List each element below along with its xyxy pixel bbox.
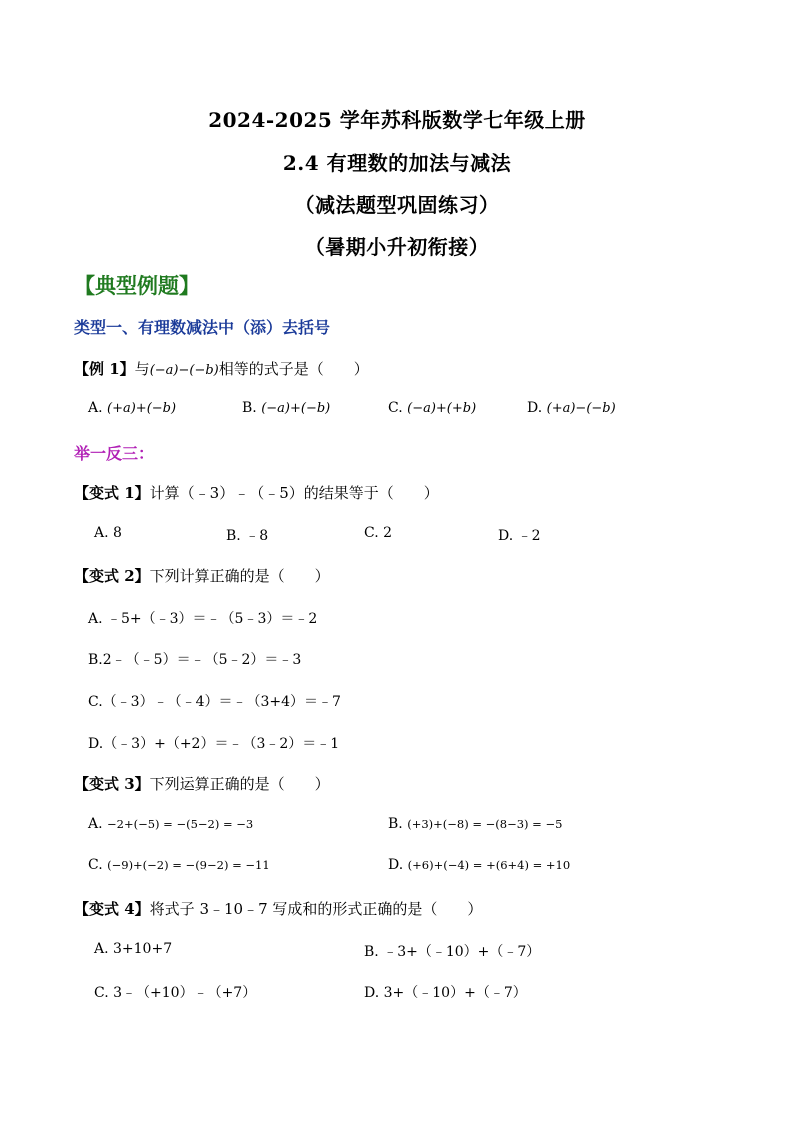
variant-2-option-a: A. ﹣5+（﹣3）＝﹣（5﹣3）＝﹣2 bbox=[88, 611, 318, 627]
variant-3-option-a: A. −2+(−5) = −(5−2) = −3 bbox=[88, 816, 254, 832]
variant-2-question: 【变式 2】下列计算正确的是（ ） bbox=[74, 567, 330, 585]
variant-4-option-c: C. 3﹣（+10）﹣（+7） bbox=[94, 985, 257, 1001]
variant-1-option-c: C. 2 bbox=[364, 525, 393, 541]
practice-heading: 举一反三： bbox=[74, 444, 155, 463]
doc-title-line1: 2024-2025 学年苏科版数学七年级上册 bbox=[208, 108, 586, 132]
example-1-option-a: A. (+a)+(−b) bbox=[88, 400, 177, 416]
type-heading-1: 类型一、有理数减法中（添）去括号 bbox=[74, 318, 331, 337]
section-heading-examples: 【典型例题】 bbox=[74, 273, 200, 298]
variant-2-option-b: B.2﹣（﹣5）＝﹣（5﹣2）＝﹣3 bbox=[88, 652, 302, 668]
example-1-option-d: D. (+a)−(−b) bbox=[527, 400, 616, 416]
variant-3-option-c: C. (−9)+(−2) = −(9−2) = −11 bbox=[88, 857, 270, 873]
example-1-post: 相等的式子是（ ） bbox=[218, 360, 369, 378]
doc-title-line3: （减法题型巩固练习） bbox=[294, 193, 500, 217]
example-1-question bbox=[74, 358, 369, 379]
variant-1-option-a: A. 8 bbox=[94, 525, 122, 541]
variant-2-option-d: D.（﹣3）+（+2）＝﹣（3﹣2）＝﹣1 bbox=[88, 736, 340, 752]
variant-1-option-d: D. ﹣2 bbox=[498, 528, 541, 544]
variant-3-option-d: D. (+6)+(−4) = +(6+4) = +10 bbox=[388, 857, 571, 873]
example-1-pre: 与 bbox=[134, 360, 150, 378]
example-1-expr: (−a)−(−b) bbox=[149, 363, 219, 378]
doc-title-line4: （暑期小升初衔接） bbox=[304, 235, 490, 259]
variant-1-question: 【变式 1】计算（﹣3）﹣（﹣5）的结果等于（ ） bbox=[74, 484, 439, 502]
variant-3-question: 【变式 3】下列运算正确的是（ ） bbox=[74, 775, 330, 793]
variant-4-question: 【变式 4】将式子 3﹣10﹣7 写成和的形式正确的是（ ） bbox=[74, 900, 483, 918]
variant-3-option-b: B. (+3)+(−8) = −(8−3) = −5 bbox=[388, 816, 563, 832]
example-1-option-c: C. (−a)+(+b) bbox=[388, 400, 477, 416]
variant-1-option-b: B. ﹣8 bbox=[226, 528, 269, 544]
variant-4-option-b: B. ﹣3+（﹣10）+（﹣7） bbox=[364, 944, 541, 960]
doc-title-line2: 2.4 有理数的加法与减法 bbox=[282, 151, 512, 175]
variant-2-option-c: C.（﹣3）﹣（﹣4）＝﹣（3+4）＝﹣7 bbox=[88, 694, 341, 710]
example-1-label: 【例 1】 bbox=[74, 360, 135, 378]
variant-4-option-a: A. 3+10+7 bbox=[94, 941, 173, 957]
variant-4-option-d: D. 3+（﹣10）+（﹣7） bbox=[364, 985, 527, 1001]
example-1-option-b: B. (−a)+(−b) bbox=[242, 400, 331, 416]
